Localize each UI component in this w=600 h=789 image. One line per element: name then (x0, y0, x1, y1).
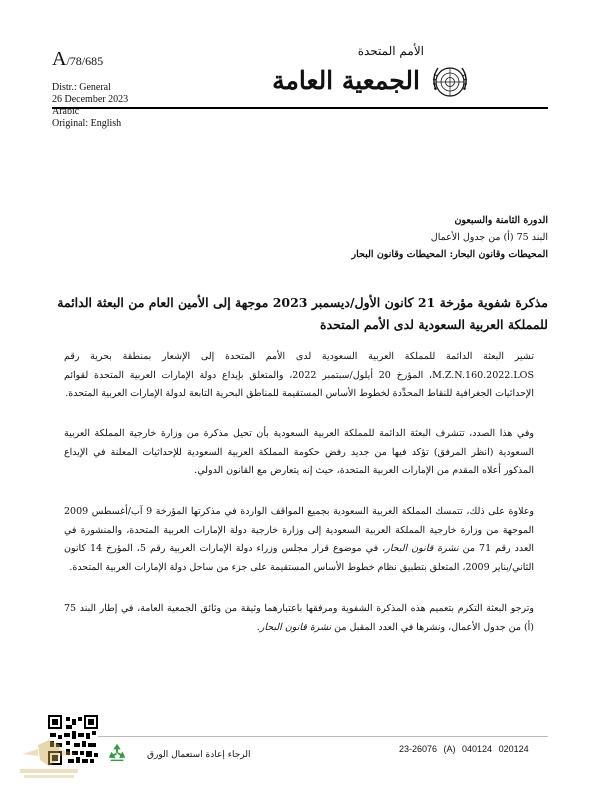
distr-line: Distr.: General (52, 82, 111, 93)
distribution-block (52, 82, 128, 130)
paragraph-3-part-a: وعلاوة على ذلك، تتمسك المملكة العربية السعودية بجميع المواقف الواردة في مذكرتها المؤرخة 9 آب/أغسطس 2009 الموجهة من وزارة خارجية المملكة العربية السعودية إلى وزارة خارجية دولة الإمارات العربية المتحدة، والمنشورة في العدد رقم 71 من (64, 506, 534, 554)
bulletin-title-italic: نشرة قانون البحار (385, 543, 459, 554)
agenda-topic-line: المحيطات وقانون البحار: المحيطات وقانون البحار (351, 249, 548, 260)
paragraph-3-part-b: ، في موضوع قرار مجلس وزراء دولة الإمارات العربية رقم 5، المؤرخ 14 كانون الثاني/يناير 2009، المتعلق بتطبيق نظام خطوط الأساس المستقيمة على جزء من ساحل دولة الإمارات العربية المتحدة. (64, 543, 534, 573)
un-emblem-icon (428, 60, 472, 104)
date-line: 26 December 2023 (52, 94, 129, 105)
agenda-block (52, 212, 548, 263)
paragraph-1: تشير البعثة الدائمة للمملكة العربية السعودية لدى الأمم المتحدة إلى الإشعار بمنطقة بحرية رقم M.Z.N.160.2022.LOS، المؤرخ 20 أيلول/سبتمبر 2022، والمتعلق بإيداع دولة الإمارات العربية المتحدة لقوائم الإحداثيات الجغرافية للنقاط المحدِّدة لخطوط الأساس المستقيمة للمناطق البحرية التابعة لدولة الإمارات العربية المتحدة. (64, 351, 534, 399)
general-assembly-title: الجمعية العامة (272, 66, 420, 95)
document-title: مذكرة شفوية مؤرخة 21 كانون الأول/ديسمبر 2023 موجهة إلى الأمين العام من البعثة الدائمة للمملكة العربية السعودية لدى الأمم المتحدة (57, 295, 548, 332)
symbol-letter: A (52, 48, 67, 70)
footer-rule (52, 736, 548, 737)
watermark-logo-icon (14, 736, 84, 780)
original-line: Original: English (52, 118, 122, 129)
paragraph-4 (64, 600, 534, 637)
org-name: الأمم المتحدة (357, 44, 424, 58)
document-code: 23-26076 (A) 040124 020124 (399, 744, 529, 754)
paragraph-4-part-a: وترجو البعثة التكرم بتعميم هذه المذكرة الشفوية ومرفقها باعتبارهما وثيقة من وثائق الجمعية العامة، في إطار البند 75 (أ) من جدول الأعمال، ونشرها في العدد المقبل من (64, 603, 534, 633)
language-line: Arabic (52, 106, 80, 117)
agenda-item-line: البند 75 (أ) من جدول الأعمال (430, 232, 548, 243)
paragraph-4-part-b: . (256, 621, 260, 633)
paragraph-3 (64, 503, 534, 577)
paragraph-2: وفي هذا الصدد، تتشرف البعثة الدائمة للمملكة العربية السعودية بأن تحيل مذكرة من وزارة خارجية المملكة العربية السعودية (انظر المرفق) تؤكد فيها من جديد رفض حكومة المملكة العربية السعودية للإحداثيات المعلنة في الإيداع المذكور أعلاه المقدم من الإمارات العربية المتحدة، حيث إنه يتعارض مع القانون الدولي. (64, 428, 534, 476)
recycle-icon (106, 742, 128, 764)
recycle-notice: الرجاء إعادة استعمال الورق (147, 750, 251, 760)
session-line: الدورة الثامنة والسبعون (454, 215, 548, 226)
bulletin-title-italic-2: نشرة قانون البحار (259, 621, 332, 633)
document-symbol (52, 48, 103, 71)
symbol-number: /78/685 (66, 54, 104, 68)
